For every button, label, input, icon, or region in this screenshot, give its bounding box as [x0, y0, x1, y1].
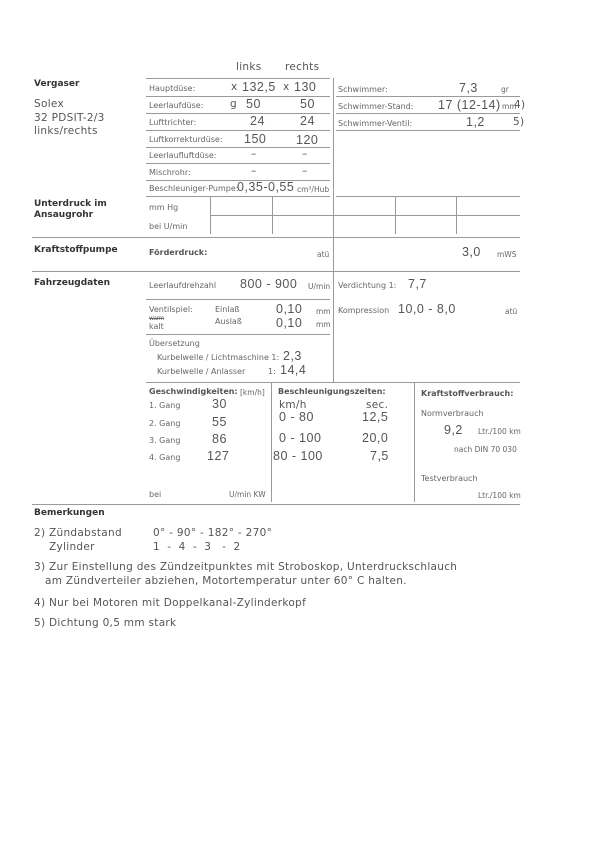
delivery-pressure-value: 3,0 — [462, 245, 481, 259]
column-header-links: links — [236, 61, 262, 73]
accel-time: 7,5 — [370, 449, 389, 463]
divider — [146, 78, 330, 79]
vacuum-row-label-mmhg: mm Hg — [149, 203, 179, 212]
vertical-divider — [414, 382, 415, 502]
divider — [146, 299, 330, 300]
value-right: – — [302, 148, 308, 160]
carburetor-model: 32 PDSIT-2/3 — [34, 112, 105, 124]
starter-ratio-value: 14,4 — [280, 363, 307, 377]
value-right: – — [302, 165, 308, 177]
vacuum-grid-line — [395, 196, 396, 234]
section-title-kraftstoffpumpe: Kraftstoffpumpe — [34, 245, 118, 255]
vertical-divider — [333, 237, 334, 382]
section-divider — [32, 504, 520, 505]
accel-time: 20,0 — [362, 431, 389, 445]
value-right: 50 — [300, 97, 315, 111]
value-right: 120 — [296, 133, 319, 147]
divider — [336, 130, 520, 131]
divider — [146, 334, 330, 335]
intake-clearance-value: 0,10 — [276, 302, 303, 316]
struck-text: warm — [149, 315, 164, 322]
divider — [146, 196, 330, 197]
vacuum-grid-mid-line — [210, 215, 520, 216]
section-title-unterdruck: Unterdruck im — [34, 199, 107, 209]
value-left: 150 — [244, 132, 267, 146]
norm-consumption-value: 9,2 — [444, 423, 463, 437]
accel-range: 0 - 80 — [279, 410, 314, 424]
section-title-fahrzeugdaten: Fahrzeugdaten — [34, 278, 111, 288]
alternator-ratio-value: 2,3 — [283, 349, 302, 363]
vacuum-grid-line — [456, 196, 457, 234]
section-title-unterdruck-line2: Ansaugrohr — [34, 210, 94, 220]
divider — [336, 113, 520, 114]
section-divider — [32, 237, 520, 238]
gear-speed-value: 127 — [207, 449, 230, 463]
column-header-rechts: rechts — [285, 61, 320, 73]
carburetor-make: Solex — [34, 98, 64, 110]
value-left: 132,5 — [242, 80, 276, 94]
section-title-bemerkungen: Bemerkungen — [34, 508, 105, 518]
value-right: 130 — [294, 80, 317, 94]
divider — [146, 382, 520, 383]
vertical-divider — [271, 382, 272, 502]
section-title-vergaser: Vergaser — [34, 79, 80, 89]
delivery-pressure-label: Förderdruck: — [149, 248, 208, 257]
value-left: 50 — [246, 97, 261, 111]
vacuum-grid-line — [210, 196, 211, 234]
divider — [336, 96, 520, 97]
unit-atu: atü — [317, 250, 330, 259]
value-left: 24 — [250, 114, 265, 128]
divider — [146, 163, 330, 164]
carburetor-sides: links/rechts — [34, 125, 98, 137]
section-divider — [32, 271, 520, 272]
gear-speed-value: 55 — [212, 415, 227, 429]
note-5: 5) Dichtung 0,5 mm stark — [34, 617, 177, 629]
value-left: – — [251, 165, 257, 177]
accel-time: 12,5 — [362, 410, 389, 424]
divider — [146, 130, 330, 131]
exhaust-clearance-value: 0,10 — [276, 316, 303, 330]
vacuum-row-label-rpm: bei U/min — [149, 222, 188, 231]
footnote-ref: 5) — [513, 116, 525, 128]
note-4: 4) Nur bei Motoren mit Doppelkanal-Zylinderkopf — [34, 597, 307, 609]
gear-speed-value: 86 — [212, 432, 227, 446]
unit-mws: mWS — [497, 250, 517, 259]
footnote-ref: 4) — [514, 99, 526, 111]
vacuum-grid-line — [272, 196, 273, 234]
divider — [336, 196, 520, 197]
value-left: – — [251, 148, 257, 160]
accel-range: 80 - 100 — [273, 449, 323, 463]
gear-speed-value: 30 — [212, 397, 227, 411]
accel-range: 0 - 100 — [279, 431, 322, 445]
value-right: 24 — [300, 114, 315, 128]
